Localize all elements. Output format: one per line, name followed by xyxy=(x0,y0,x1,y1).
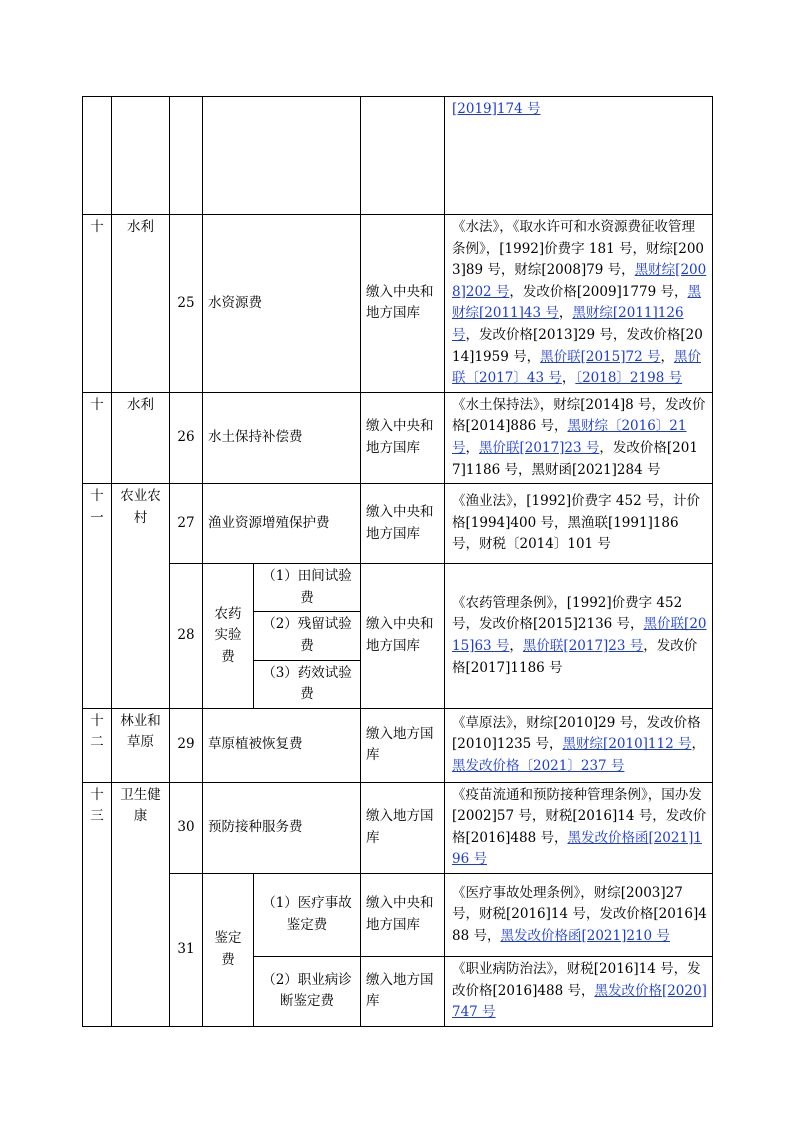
seq-cell: 26 xyxy=(170,392,203,483)
document-link[interactable]: 黑财综[2011]126 号 xyxy=(452,305,684,343)
category-number-cell: 十三 xyxy=(83,782,112,1026)
seq-cell: 27 xyxy=(170,484,203,564)
document-link[interactable]: [2019]174 号 xyxy=(452,101,541,117)
basis-cell xyxy=(445,484,713,564)
treasury-cell: 缴入中央和地方国库 xyxy=(361,874,445,957)
document-link[interactable]: 黑发改价格〔2021〕237 号 xyxy=(452,757,625,774)
basis-cell xyxy=(445,957,713,1027)
basis-cell xyxy=(445,392,713,483)
document-link[interactable]: 黑价联[2017]23 号 xyxy=(479,439,600,456)
treasury-cell: 缴入地方国库 xyxy=(361,708,445,782)
fee-name-cell: 鉴定费 xyxy=(203,874,254,1027)
basis-cell xyxy=(445,97,713,215)
category-cell: 水利 xyxy=(112,392,170,483)
sub-fee-cell: （1）田间试验费 xyxy=(254,564,361,612)
seq-cell: 30 xyxy=(170,782,203,873)
category-cell xyxy=(112,97,170,215)
fee-name-cell: 渔业资源增殖保护费 xyxy=(203,484,361,564)
document-link[interactable]: 黑发改价格函[2021]196 号 xyxy=(452,829,702,868)
basis-text: 《水法》，《取水许可和水资源费征收管理条例》，[1992]价费字 181 号，财综[2003]89 号，财综[2008]79 号， xyxy=(452,219,705,279)
seq-cell: 25 xyxy=(170,215,203,393)
fee-name-cell: 农药实验费 xyxy=(203,564,254,709)
document-link[interactable]: 黑发改价格函[2021]210 号 xyxy=(500,927,670,944)
category-cell: 农业农村 xyxy=(112,484,170,709)
fee-name-cell: 水资源费 xyxy=(203,215,361,393)
sub-fee-cell: （1）医疗事故鉴定费 xyxy=(254,874,361,957)
category-cell: 卫生健康 xyxy=(112,782,170,1026)
basis-text: 《职业病防治法》，财税[2016]14 号，发改价格[2016]488 号， xyxy=(452,961,701,999)
category-cell: 林业和草原 xyxy=(112,708,170,782)
seq-cell: 28 xyxy=(170,564,203,709)
basis-text: ， xyxy=(558,305,573,322)
basis-text: 《医疗事故处理条例》，财综[2003]27 号，财税[2016]14 号，发改价格[2016]488 号， xyxy=(452,884,707,944)
table-row xyxy=(83,782,713,873)
document-link[interactable]: 黑财综[2011]43 号 xyxy=(452,283,701,322)
basis-text: ，发改价格[2017]1186 号，黑财函[2021]284 号 xyxy=(452,439,698,478)
fee-table xyxy=(82,96,713,1027)
document-link[interactable]: 〔2018〕2198 号 xyxy=(575,370,683,387)
document-link[interactable]: 黑价联[2015]63 号 xyxy=(452,616,707,654)
table-row xyxy=(83,564,713,612)
document-link[interactable]: 黑价联〔2017〕43 号 xyxy=(452,348,701,387)
document-link[interactable]: 黑价联[2017]23 号 xyxy=(522,637,644,654)
basis-cell xyxy=(445,708,713,782)
document-link[interactable]: 黑财综[2008]202 号 xyxy=(452,262,707,300)
treasury-cell: 缴入中央和地方国库 xyxy=(361,564,445,709)
treasury-cell: 缴入地方国库 xyxy=(361,782,445,873)
seq-cell: 29 xyxy=(170,708,203,782)
basis-cell xyxy=(445,874,713,957)
basis-text: ， xyxy=(561,370,576,387)
treasury-cell: 缴入地方国库 xyxy=(361,957,445,1027)
basis-text: ，发改价格[2009]1779 号， xyxy=(509,283,688,300)
basis-text: 《水土保持法》，财综[2014]8 号，发改价格[2014]886 号， xyxy=(452,396,706,435)
basis-text: ，发改价格[2013]29 号，发改价格[2014]1959 号， xyxy=(452,326,703,365)
sub-fee-cell: （3）药效试验费 xyxy=(254,660,361,708)
basis-text: ， xyxy=(691,736,705,753)
table-row xyxy=(83,484,713,564)
fee-name-cell: 草原植被恢复费 xyxy=(203,708,361,782)
treasury-cell: 缴入中央和地方国库 xyxy=(361,484,445,564)
basis-text: 《草原法》，财综[2010]29 号，发改价格[2010]1235 号， xyxy=(452,714,701,753)
basis-text: ， xyxy=(509,637,523,654)
fee-name-cell: 预防接种服务费 xyxy=(203,782,361,873)
table-row xyxy=(83,97,713,215)
sub-fee-cell: （2）残留试验费 xyxy=(254,612,361,660)
fee-name-cell: 水土保持补偿费 xyxy=(203,392,361,483)
fee-name-cell xyxy=(203,97,361,215)
document-link[interactable]: 黑发改价格[2020]747 号 xyxy=(452,982,707,1021)
category-cell: 水利 xyxy=(112,215,170,393)
category-number-cell: 十一 xyxy=(83,484,112,709)
basis-cell xyxy=(445,215,713,393)
basis-text: 《农药管理条例》，[1992]价费字 452 号，发改价格[2015]2136 号， xyxy=(452,594,683,633)
category-number-cell: 十二 xyxy=(83,708,112,782)
document-link[interactable]: 黑财综〔2016〕21 号 xyxy=(452,418,687,456)
table-row xyxy=(83,874,713,957)
document-link[interactable]: 黑价联[2015]72 号 xyxy=(540,348,661,365)
seq-cell: 31 xyxy=(170,874,203,1027)
basis-text: ， xyxy=(465,439,479,456)
basis-text: ，发改价格[2017]1186 号 xyxy=(452,637,698,676)
category-number-cell xyxy=(83,97,112,215)
table-row xyxy=(83,215,713,393)
basis-cell xyxy=(445,782,713,873)
category-number-cell: 十 xyxy=(83,392,112,483)
treasury-cell: 缴入中央和地方国库 xyxy=(361,392,445,483)
treasury-cell xyxy=(361,97,445,215)
sub-fee-cell: （2）职业病诊断鉴定费 xyxy=(254,957,361,1027)
basis-text: 《渔业法》，[1992]价费字 452 号，计价格[1994]400 号，黑渔联[1991]186 号，财税〔2014〕101 号 xyxy=(452,493,700,553)
table-row xyxy=(83,708,713,782)
seq-cell xyxy=(170,97,203,215)
basis-text: 《疫苗流通和预防接种管理条例》，国办发[2002]57 号，财税[2016]14 号，发改价格[2016]488 号， xyxy=(452,786,707,846)
treasury-cell: 缴入中央和地方国库 xyxy=(361,215,445,393)
basis-cell xyxy=(445,564,713,709)
document-link[interactable]: 黑财综[2010]112 号 xyxy=(562,736,692,753)
table-row xyxy=(83,392,713,483)
basis-text: ， xyxy=(660,348,674,365)
category-number-cell: 十 xyxy=(83,215,112,393)
